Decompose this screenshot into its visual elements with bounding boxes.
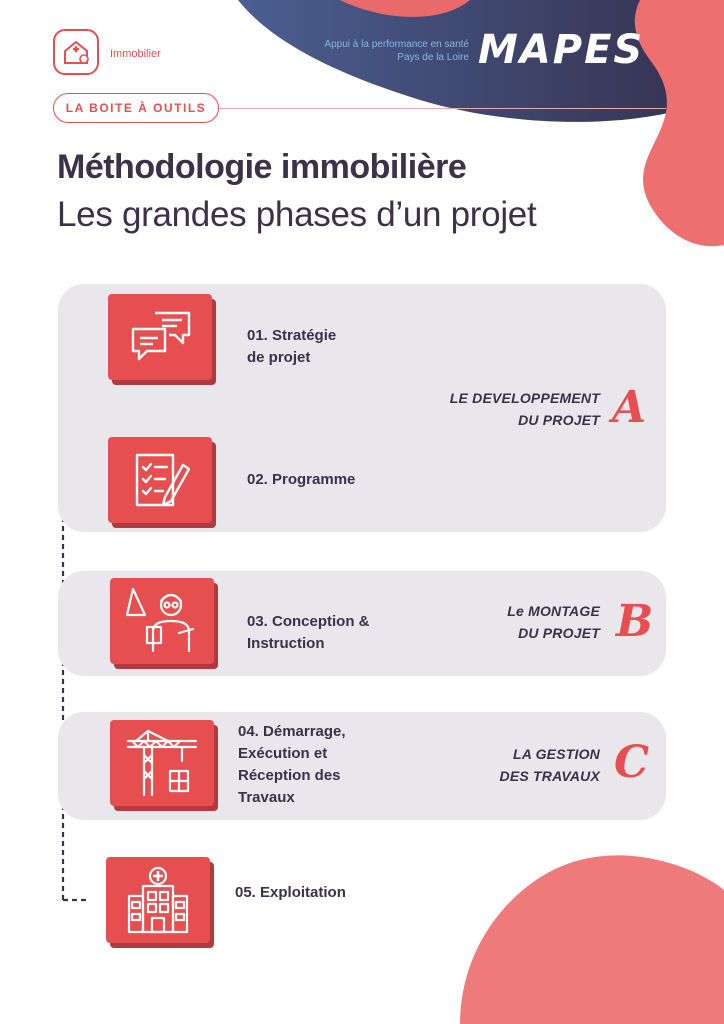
page-subtitle: Les grandes phases d’un projet	[57, 195, 537, 234]
phase-5-line-1: 05. Exploitation	[235, 884, 346, 901]
immobilier-category-icon	[53, 29, 99, 75]
ribbon-bottom	[460, 855, 724, 1024]
phase-5-label	[235, 882, 346, 904]
phase-1-label	[247, 325, 336, 369]
phase-3-line-1: 03. Conception &	[247, 613, 370, 630]
checklist-pencil-icon	[108, 437, 212, 523]
toolbox-badge: LA BOITE À OUTILS	[53, 93, 219, 123]
phase-4-line-3: Réception des	[238, 767, 341, 784]
phase-4-label	[238, 721, 346, 809]
tagline-line-1: Appui à la performance en santé	[324, 39, 469, 50]
hospital-icon	[106, 857, 210, 943]
phase-4-line-1: 04. Démarrage,	[238, 723, 346, 740]
group-a-line-1: LE DEVELOPPEMENT	[449, 390, 600, 406]
header-divider	[219, 108, 666, 109]
brand-logo: MAPES	[478, 27, 645, 73]
group-c-letter: C	[614, 737, 650, 788]
group-c-line-2: DES TRAVAUX	[499, 768, 600, 784]
group-a-label	[450, 387, 600, 431]
ribbon-top-right	[635, 0, 724, 246]
phase-3-label	[247, 611, 370, 655]
group-b-line-2: DU PROJET	[518, 625, 600, 641]
category-label: Immobilier	[110, 48, 161, 60]
group-b-line-1: Le MONTAGE	[507, 603, 600, 619]
brand-tagline	[324, 38, 469, 64]
group-a-letter: A	[612, 382, 647, 433]
group-c-label	[500, 743, 600, 787]
crane-icon	[110, 720, 214, 806]
phase-2-line-1: 02. Programme	[247, 471, 356, 488]
chat-bubbles-icon	[108, 294, 212, 380]
architect-icon	[110, 578, 214, 664]
phase-1-line-2: de projet	[247, 349, 311, 366]
phase-1-line-1: 01. Stratégie	[247, 327, 337, 344]
group-b-letter: B	[616, 596, 654, 647]
phase-4-line-4: Travaux	[238, 789, 295, 806]
group-c-line-1: LA GESTION	[512, 746, 600, 762]
group-b-label	[507, 600, 600, 644]
phase-4-line-2: Exécution et	[238, 745, 328, 762]
phase-2-label	[247, 469, 355, 491]
group-a-line-2: DU PROJET	[518, 412, 600, 428]
phase-3-line-2: Instruction	[247, 635, 325, 652]
tagline-line-2: Pays de la Loire	[397, 52, 469, 63]
page-title: Méthodologie immobilière	[57, 148, 467, 186]
